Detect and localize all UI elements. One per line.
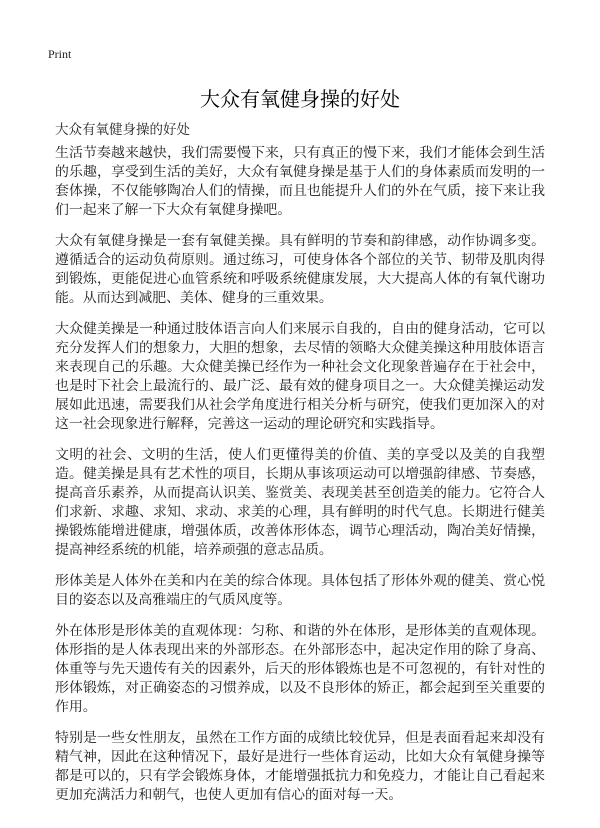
document-title: 大众有氧健身操的好处	[200, 87, 400, 111]
paragraph-aesthetics: 文明的社会、文明的生活，使人们更懂得美的价值、美的享受以及美的自我塑造。健美操是具有艺术性的项目，长期从事该项运动可以增强韵律感、节奏感，提高音乐素养，从而提高认识美、鉴赏美、表现美甚至创造美的能力。它符合人们求新、求趣、求知、求动、求美的心理，具有鲜明的时代气息。长期进行健美操锻炼能增进健康，增强体质，改善体形体态，调节心理活动，陶冶美好情操，提高神经系统的机能，培养顽强的意志品质。	[55, 447, 545, 558]
paragraph-conclusion: 特别是一些女性朋友，虽然在工作方面的成绩比较优异，但是表面看起来却没有精气神，因此在这种情况下，最好是进行一些体育运动，比如大众有氧健身操等都是可以的，只有学会锻炼身体，才能增强抵抗力和免疫力，才能让自己看起来更加充满活力和朝气，也使人更加有信心的面对每一天。	[55, 730, 545, 803]
paragraph-expression: 大众健美操是一种通过肢体语言向人们来展示自我的，自由的健身活动，它可以充分发挥人们的想象力，大胆的想象，去尽情的领略大众健美操这种用肢体语言来表现自己的乐趣。大众健美操已经作为一种社会文化现象普遍存在于社会中，也是时下社会上最流行的、最广泛、最有效的健身项目之一。大众健美操运动发展如此迅速，需要我们从社会学角度进行相关分析与研究，使我们更加深入的对这一社会现象进行解释，完善这一运动的理论研究和实践指导。	[55, 321, 545, 432]
document-subtitle: 大众有氧健身操的好处	[55, 122, 190, 138]
print-label: Print	[48, 47, 72, 61]
paragraph-physique: 外在体形是形体美的直观体现：匀称、和谐的外在体形，是形体美的直观体现。体形指的是人体表现出来的外部形态。在外部形态中，起决定作用的除了身高、体重等与先天遗传有关的因素外，后天的形体锻炼也是不可忽视的，有针对性的形体锻炼，对正确姿态的习惯养成，以及不良形体的矫正，都会起到至关重要的作用。	[55, 623, 545, 715]
paragraph-definition: 大众有氧健身操是一套有氧健美操。具有鲜明的节奏和韵律感，动作协调多变。遵循适合的运动负荷原则。通过练习，可使身体各个部位的关节、韧带及肌肉得到锻炼，更能促进心血管系统和呼吸系统健康发展，大大提高人体的有氧代谢功能。从而达到减肥、美体、健身的三重效果。	[55, 233, 545, 306]
paragraph-intro: 生活节奏越来越快，我们需要慢下来，只有真正的慢下来，我们才能体会到生活的乐趣，享受到生活的美好，大众有氧健身操是基于人们的身体素质而发明的一套体操，不仅能够陶冶人们的情操，而且也能提升人们的外在气质，接下来让我们一起来了解一下大众有氧健身操吧。	[55, 145, 545, 218]
article-body	[55, 144, 545, 817]
paragraph-body-beauty: 形体美是人体外在美和内在美的综合体现。具体包括了形体外观的健美、赏心悦目的姿态以及高雅端庄的气质风度等。	[55, 573, 545, 608]
